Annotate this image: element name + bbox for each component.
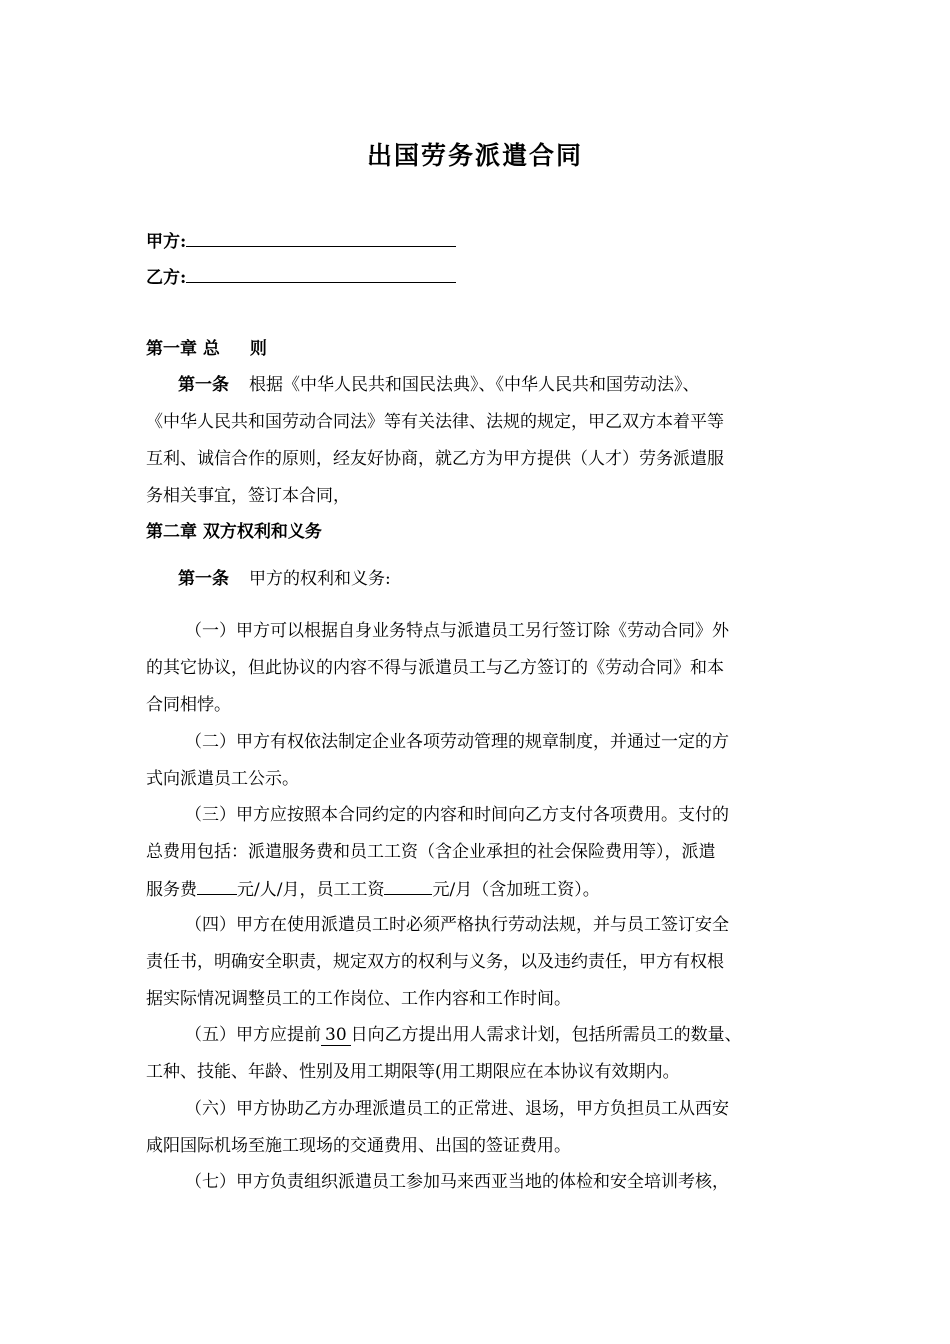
notice-days-value: 30 bbox=[321, 1025, 351, 1046]
party-a-line bbox=[146, 230, 456, 253]
item-3-line-2: 总费用包括：派遣服务费和员工工资（含企业承担的社会保险费用等），派遣 bbox=[146, 842, 716, 862]
item-4-line-1: （四）甲方在使用派遣员工时必须严格执行劳动法规，并与员工签订安全 bbox=[185, 915, 729, 935]
article-1-line-2: 《中华人民共和国劳动合同法》等有关法律、法规的规定，甲乙双方本着平等 bbox=[146, 412, 724, 432]
article-1-line-3: 互利、诚信合作的原则，经友好协商，就乙方为甲方提供（人才）劳务派遣服 bbox=[146, 449, 724, 469]
party-a-blank[interactable] bbox=[186, 230, 456, 247]
party-b-line bbox=[146, 266, 456, 289]
item-2-line-2: 式向派遣员工公示。 bbox=[146, 769, 299, 789]
item-3-line-1: （三）甲方应按照本合同约定的内容和时间向乙方支付各项费用。支付的 bbox=[185, 805, 729, 825]
item-1-line-2: 的其它协议，但此协议的内容不得与派遣员工与乙方签订的《劳动合同》和本 bbox=[146, 658, 724, 678]
item-6-line-2: 咸阳国际机场至施工现场的交通费用、出国的签证费用。 bbox=[146, 1136, 571, 1156]
item-1-line-1: （一）甲方可以根据自身业务特点与派遣员工另行签订除《劳动合同》外 bbox=[185, 621, 729, 641]
item-3-line-3: 服务费 元/人/月，员工工资 元/月（含加班工资）。 bbox=[146, 880, 600, 900]
chapter-1-heading: 第一章 总 则 bbox=[146, 339, 267, 359]
party-b-blank[interactable] bbox=[186, 266, 456, 283]
item-1-line-3: 合同相悖。 bbox=[146, 695, 231, 715]
salary-blank[interactable] bbox=[384, 878, 432, 895]
service-fee-blank[interactable] bbox=[197, 878, 237, 895]
item-4-line-2: 责任书，明确安全职责，规定双方的权利与义务，以及违约责任，甲方有权根 bbox=[146, 952, 724, 972]
item-7-line-1: （七）甲方负责组织派遣员工参加马来西亚当地的体检和安全培训考核， bbox=[185, 1172, 729, 1192]
chapter-2-heading: 第二章 双方权利和义务 bbox=[146, 522, 322, 542]
article-1-label: 第一条 bbox=[178, 375, 229, 395]
article-1-line-1: 第一条 根据《中华人民共和国民法典》、《中华人民共和国劳动法》、 bbox=[178, 375, 700, 395]
ch2-article-1: 第一条 甲方的权利和义务: bbox=[178, 569, 391, 589]
item-4-line-3: 据实际情况调整员工的工作岗位、工作内容和工作时间。 bbox=[146, 989, 571, 1009]
party-b-label: 乙方: bbox=[146, 268, 187, 288]
ch2-article-1-label: 第一条 bbox=[178, 569, 229, 589]
document-title: 出国劳务派遣合同 bbox=[366, 141, 583, 170]
item-5-line-1: （五）甲方应提前 30 日向乙方提出用人需求计划，包括所需员工的数量、 bbox=[185, 1025, 742, 1045]
item-6-line-1: （六）甲方协助乙方办理派遣员工的正常进、退场，甲方负担员工从西安 bbox=[185, 1099, 729, 1119]
item-5-line-2: 工种、技能、年龄、性别及用工期限等(用工期限应在本协议有效期内。 bbox=[146, 1062, 680, 1082]
item-2-line-1: （二）甲方有权依法制定企业各项劳动管理的规章制度，并通过一定的方 bbox=[185, 732, 729, 752]
article-1-line-4: 务相关事宜，签订本合同， bbox=[146, 486, 350, 506]
party-a-label: 甲方: bbox=[146, 232, 187, 252]
